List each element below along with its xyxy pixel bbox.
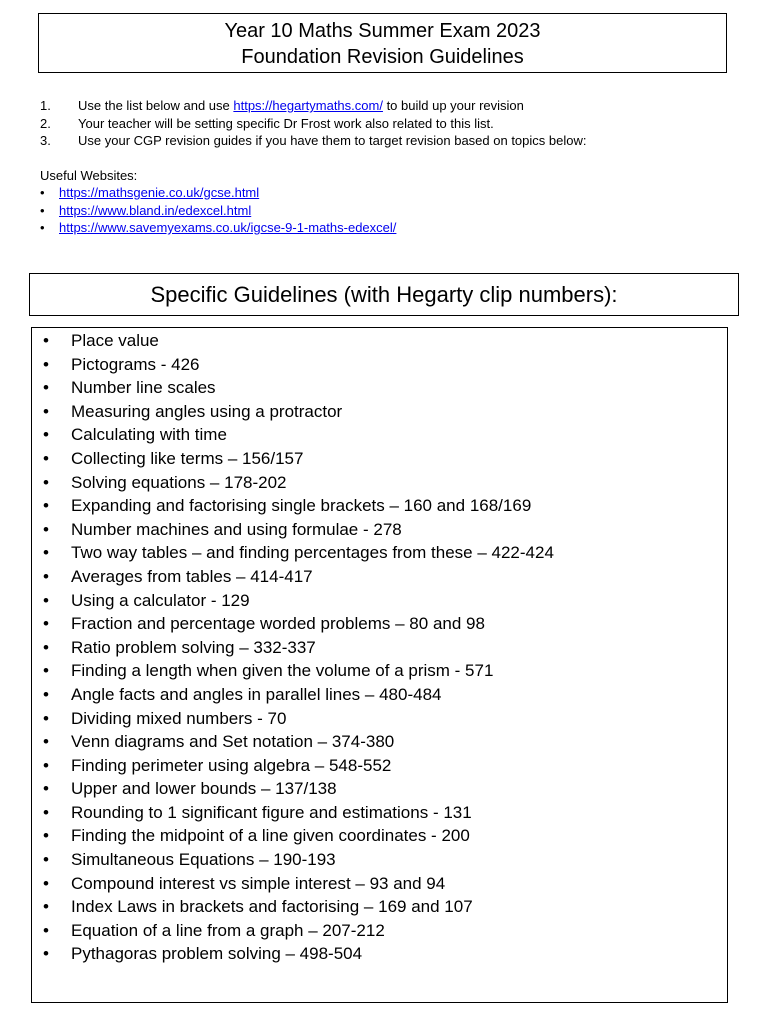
- bullet-icon: •: [43, 944, 49, 964]
- bullet-icon: •: [43, 897, 49, 917]
- topic-text: Two way tables – and finding percentages from these – 422-424: [71, 543, 554, 563]
- bullet-icon: •: [43, 826, 49, 846]
- topic-text: Rounding to 1 significant figure and estimations - 131: [71, 802, 472, 822]
- topics-list: [43, 329, 554, 966]
- topic-item: [43, 353, 554, 377]
- instruction-text: Use your CGP revision guides if you have them to target revision based on topics below:: [78, 133, 587, 148]
- bland-link[interactable]: https://www.bland.in/edexcel.html: [59, 202, 252, 218]
- topic-item: [43, 329, 554, 353]
- instruction-text: Use the list below and use https://hegartymaths.com/ to build up your revision: [78, 98, 524, 113]
- instruction-text: Your teacher will be setting specific Dr Frost work also related to this list.: [78, 115, 494, 131]
- bullet-icon: •: [43, 684, 49, 704]
- title-box: [38, 13, 727, 73]
- topic-text: Equation of a line from a graph – 207-212: [71, 920, 385, 940]
- topic-text: Number line scales: [71, 378, 216, 398]
- topic-text: Pictograms - 426: [71, 354, 200, 374]
- topic-text: Finding the midpoint of a line given coordinates - 200: [71, 826, 470, 846]
- bullet-icon: •: [43, 802, 49, 822]
- topic-text: Number machines and using formulae - 278: [71, 519, 402, 539]
- topic-item: [43, 942, 554, 966]
- topic-text: Calculating with time: [71, 425, 227, 445]
- topic-item: [43, 707, 554, 731]
- bullet-icon: •: [43, 425, 49, 445]
- topic-text: Upper and lower bounds – 137/138: [71, 779, 337, 799]
- topic-item: [43, 730, 554, 754]
- website-item: [40, 184, 396, 202]
- bullet-icon: •: [43, 496, 49, 516]
- instruction-item: [40, 132, 586, 150]
- topic-text: Fraction and percentage worded problems – 80 and 98: [71, 614, 485, 634]
- topics-box: [31, 327, 728, 1003]
- topic-item: [43, 801, 554, 825]
- bullet-icon: •: [43, 661, 49, 681]
- bullet-icon: •: [43, 755, 49, 775]
- bullet-icon: •: [43, 566, 49, 586]
- bullet-icon: •: [43, 873, 49, 893]
- topic-text: Place value: [71, 331, 159, 350]
- topic-item: [43, 919, 554, 943]
- topic-item: [43, 872, 554, 896]
- topic-text: Ratio problem solving – 332-337: [71, 637, 316, 657]
- bullet-icon: •: [43, 354, 49, 374]
- website-item: [40, 202, 396, 220]
- useful-websites-heading: Useful Websites:: [40, 168, 138, 183]
- instruction-item: [40, 115, 586, 133]
- useful-websites-list: [40, 184, 396, 237]
- instruction-number: 2.: [40, 115, 51, 131]
- bullet-icon: •: [40, 220, 45, 235]
- topic-item: [43, 565, 554, 589]
- instruction-number: 3.: [40, 133, 51, 148]
- instruction-item: [40, 97, 586, 115]
- topic-item: [43, 541, 554, 565]
- bullet-icon: •: [43, 472, 49, 492]
- bullet-icon: •: [43, 614, 49, 634]
- topic-text: Pythagoras problem solving – 498-504: [71, 944, 363, 964]
- bullet-icon: •: [43, 779, 49, 799]
- bullet-icon: •: [40, 185, 45, 200]
- topic-text: Dividing mixed numbers - 70: [71, 708, 287, 728]
- savemyexams-link[interactable]: https://www.savemyexams.co.uk/igcse-9-1-maths-edexcel/: [59, 220, 397, 235]
- topic-item: [43, 636, 554, 660]
- bullet-icon: •: [43, 378, 49, 398]
- topic-item: [43, 447, 554, 471]
- mathsgenie-link[interactable]: https://mathsgenie.co.uk/gcse.html: [59, 185, 260, 200]
- topic-text: Measuring angles using a protractor: [71, 401, 343, 421]
- bullet-icon: •: [43, 331, 49, 350]
- topic-item: [43, 848, 554, 872]
- topic-item: [43, 683, 554, 707]
- topic-item: [43, 423, 554, 447]
- topic-item: [43, 400, 554, 424]
- bullet-icon: •: [43, 519, 49, 539]
- topic-item: [43, 895, 554, 919]
- topic-text: Finding perimeter using algebra – 548-552: [71, 755, 392, 775]
- topic-text: Simultaneous Equations – 190-193: [71, 850, 336, 870]
- topic-item: [43, 518, 554, 542]
- topic-item: [43, 589, 554, 613]
- topic-item: [43, 754, 554, 778]
- topic-text: Finding a length when given the volume of a prism - 571: [71, 661, 494, 681]
- bullet-icon: •: [43, 850, 49, 870]
- specific-guidelines-heading: Specific Guidelines (with Hegarty clip numbers):: [29, 273, 739, 316]
- instructions-list: [40, 97, 586, 150]
- topic-text: Compound interest vs simple interest – 93 and 94: [71, 873, 446, 893]
- instruction-number: 1.: [40, 98, 51, 113]
- bullet-icon: •: [40, 202, 45, 218]
- topic-text: Angle facts and angles in parallel lines – 480-484: [71, 684, 442, 704]
- website-item: [40, 219, 396, 237]
- topic-text: Collecting like terms – 156/157: [71, 448, 304, 468]
- bullet-icon: •: [43, 590, 49, 610]
- bullet-icon: •: [43, 401, 49, 421]
- page-subtitle: Foundation Revision Guidelines: [241, 46, 524, 68]
- topic-item: [43, 376, 554, 400]
- topic-text: Using a calculator - 129: [71, 590, 250, 610]
- topic-item: [43, 824, 554, 848]
- topic-item: [43, 777, 554, 801]
- bullet-icon: •: [43, 920, 49, 940]
- topic-item: [43, 659, 554, 683]
- bullet-icon: •: [43, 543, 49, 563]
- topic-text: Averages from tables – 414-417: [71, 566, 313, 586]
- topic-item: [43, 612, 554, 636]
- bullet-icon: •: [43, 732, 49, 752]
- page-title: Year 10 Maths Summer Exam 2023: [224, 20, 541, 42]
- topic-text: Index Laws in brackets and factorising – 169 and 107: [71, 897, 473, 917]
- hegartymaths-link[interactable]: https://hegartymaths.com/: [233, 98, 383, 113]
- topic-text: Venn diagrams and Set notation – 374-380: [71, 732, 395, 752]
- bullet-icon: •: [43, 708, 49, 728]
- topic-item: [43, 494, 554, 518]
- topic-item: [43, 471, 554, 495]
- bullet-icon: •: [43, 448, 49, 468]
- topic-text: Solving equations – 178-202: [71, 472, 287, 492]
- topic-text: Expanding and factorising single brackets – 160 and 168/169: [71, 496, 532, 516]
- bullet-icon: •: [43, 637, 49, 657]
